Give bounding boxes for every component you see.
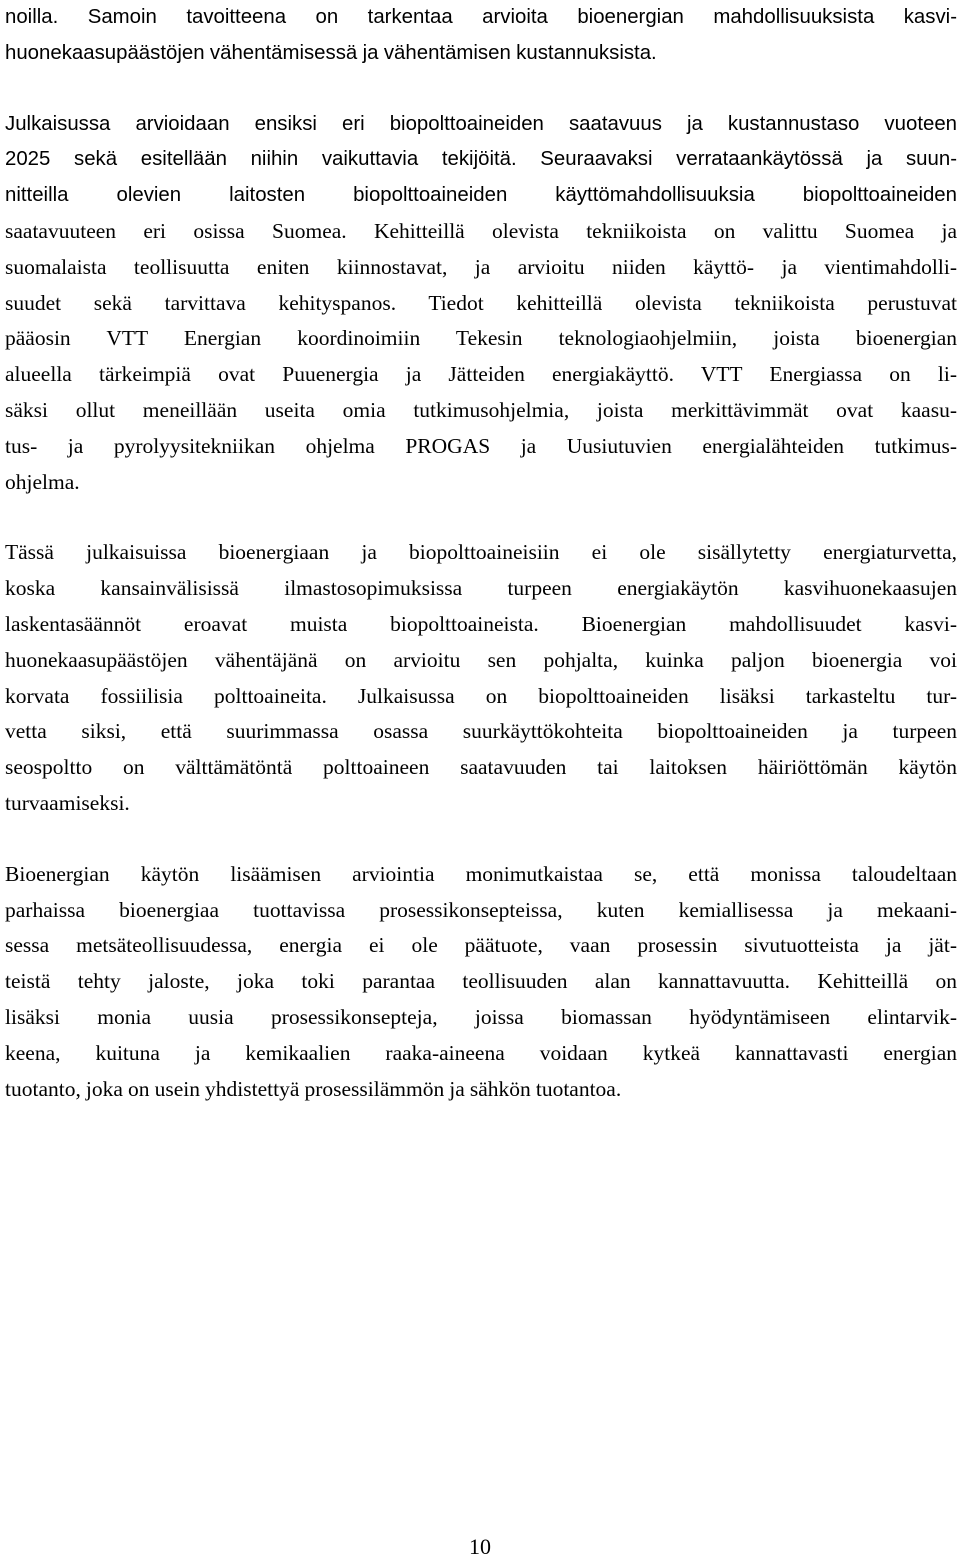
text-line: koska kansainvälisissä ilmastosopimuksissa turpeen energiakäytön kasvihuonekaasujen bbox=[5, 576, 957, 601]
text-line: huonekaasupäästöjen vähentämisessä ja vähentämisen kustannuksista. bbox=[5, 41, 657, 64]
document-page bbox=[5, 0, 957, 1107]
text-line: vetta siksi, että suurimmassa osassa suurkäyttökohteita biopolttoaineiden ja turpeen bbox=[5, 719, 957, 744]
text-line: nitteilla olevien laitosten biopolttoaineiden käyttömahdollisuuksia biopolttoaineiden bbox=[5, 184, 957, 207]
text-line: noilla. Samoin tavoitteena on tarkentaa arvioita bioenergian mahdollisuuksista kasvi- bbox=[5, 6, 957, 28]
text-line: säksi ollut meneillään useita omia tutkimusohjelmia, joista merkittävimmät ovat kaasu- bbox=[5, 397, 957, 422]
text-line: Julkaisussa arvioidaan ensiksi eri biopolttoaineiden saatavuus ja kustannustaso vuoteen bbox=[5, 112, 957, 135]
text-line: tus- ja pyrolyysitekniikan ohjelma PROGAS ja Uusiutuvien energialähteiden tutkimus- bbox=[5, 433, 957, 458]
text-line: saatavuuteen eri osissa Suomea. Kehitteillä olevista tekniikoista on valittu Suomea ja bbox=[5, 218, 957, 243]
page-number: 10 bbox=[469, 1534, 491, 1559]
text-line: alueella tärkeimpiä ovat Puuenergia ja Jätteiden energiakäyttö. VTT Energiassa on li- bbox=[5, 362, 957, 387]
text-line: suudet sekä tarvittava kehityspanos. Tiedot kehitteillä olevista tekniikoista perustuvat bbox=[5, 290, 957, 315]
text-line: keena, kuituna ja kemikaalien raaka-aineena voidaan kytkeä kannattavasti energian bbox=[5, 1040, 957, 1065]
text-line: pääosin VTT Energian koordinoimiin Tekesin teknologiaohjelmiin, joista bioenergian bbox=[5, 326, 957, 351]
text-line: huonekaasupäästöjen vähentäjänä on arvioitu sen pohjalta, kuinka paljon bioenergia voi bbox=[5, 647, 957, 672]
text-line: seospoltto on välttämätöntä polttoaineen saatavuuden tai laitoksen häiriöttömän käytön bbox=[5, 755, 957, 780]
paragraph-bioenergy-assessment bbox=[5, 857, 957, 1108]
text-line: teistä tehty jaloste, joka toki parantaa teollisuuden alan kannattavuutta. Kehitteillä on bbox=[5, 969, 957, 994]
text-line: suomalaista teollisuutta eniten kiinnostavat, ja arvioitu niiden käyttö- ja vientimahdolli- bbox=[5, 254, 957, 279]
text-line: korvata fossiilisia polttoaineita. Julkaisussa on biopolttoaineiden lisäksi tarkasteltu tur- bbox=[5, 683, 957, 708]
text-line: ohjelma. bbox=[5, 469, 80, 494]
text-line: parhaissa bioenergiaa tuottavissa prosessikonsepteissa, kuten kemiallisessa ja mekaani- bbox=[5, 897, 957, 922]
paragraph-intro-continuation bbox=[5, 0, 957, 72]
text-line: lisäksi monia uusia prosessikonsepteja, joissa biomassan hyödyntämiseen elintarvik- bbox=[5, 1004, 957, 1029]
text-line: 2025 sekä esitellään niihin vaikuttavia tekijöitä. Seuraavaksi verrataankäytössä ja suun- bbox=[5, 148, 957, 171]
text-line: turvaamiseksi. bbox=[5, 790, 130, 815]
paragraph-peat-exclusion bbox=[5, 535, 957, 821]
text-line: Bioenergian käytön lisäämisen arviointia monimutkaistaa se, että monissa taloudeltaan bbox=[5, 861, 957, 886]
paragraph-publication-overview bbox=[5, 107, 957, 501]
text-line: tuotanto, joka on usein yhdistettyä prosessilämmön ja sähkön tuotantoa. bbox=[5, 1076, 622, 1101]
text-line: sessa metsäteollisuudessa, energia ei ole päätuote, vaan prosessin sivutuotteista ja jät- bbox=[5, 933, 957, 958]
text-line: Tässä julkaisuissa bioenergiaan ja biopolttoaineisiin ei ole sisällytetty energiaturvetta, bbox=[5, 540, 957, 565]
text-line: laskentasäännöt eroavat muista biopolttoaineista. Bioenergian mahdollisuudet kasvi- bbox=[5, 611, 957, 636]
